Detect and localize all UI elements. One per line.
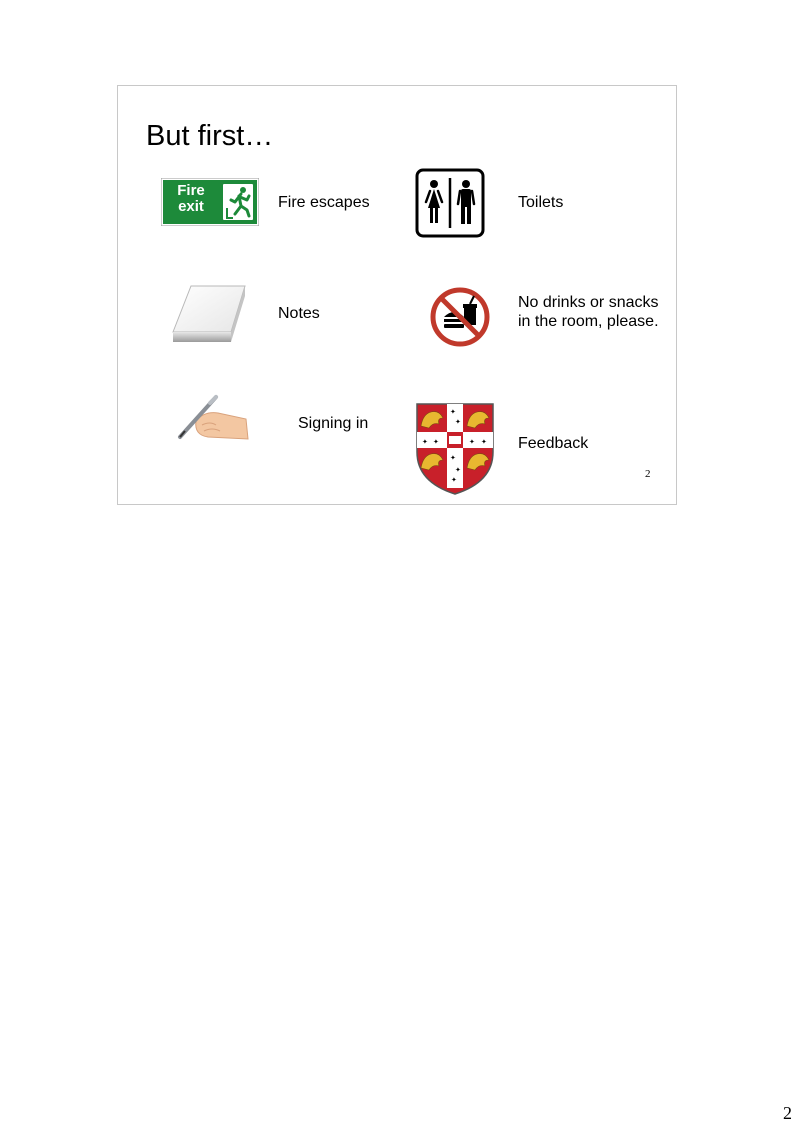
hand-writing-pen-icon bbox=[176, 391, 252, 446]
fire-exit-sign-text bbox=[161, 183, 221, 215]
svg-text:✦: ✦ bbox=[451, 476, 457, 484]
no-food-drink-icon bbox=[430, 287, 490, 352]
feedback-label: Feedback bbox=[518, 435, 589, 452]
slide-title: But first… bbox=[146, 120, 274, 152]
no-food-drink-line2: in the room, please. bbox=[518, 313, 659, 330]
university-crest-icon bbox=[415, 402, 495, 501]
signing-in-label: Signing in bbox=[298, 415, 369, 432]
notes-label: Notes bbox=[278, 305, 320, 322]
svg-text:✦: ✦ bbox=[481, 438, 487, 446]
svg-text:✦: ✦ bbox=[422, 438, 428, 446]
fire-sign-line1: Fire bbox=[177, 182, 205, 199]
page-number: 2 bbox=[783, 1103, 792, 1123]
svg-text:✦: ✦ bbox=[455, 466, 461, 474]
svg-text:✦: ✦ bbox=[433, 438, 439, 446]
toilets-label: Toilets bbox=[518, 194, 564, 211]
toilets-icon bbox=[415, 168, 485, 243]
fire-sign-line2: exit bbox=[178, 198, 204, 215]
svg-text:✦: ✦ bbox=[450, 408, 456, 416]
fire-exit-sign-icon bbox=[161, 178, 259, 226]
slide bbox=[117, 85, 677, 505]
svg-text:✦: ✦ bbox=[450, 454, 456, 462]
svg-text:✦: ✦ bbox=[469, 438, 475, 446]
slide-number: 2 bbox=[645, 468, 651, 480]
no-food-drink-line1: No drinks or snacks bbox=[518, 294, 659, 311]
fire-escapes-label: Fire escapes bbox=[278, 194, 370, 211]
no-food-drink-label bbox=[518, 293, 659, 331]
notepad-icon bbox=[171, 284, 247, 349]
svg-text:✦: ✦ bbox=[455, 418, 461, 426]
